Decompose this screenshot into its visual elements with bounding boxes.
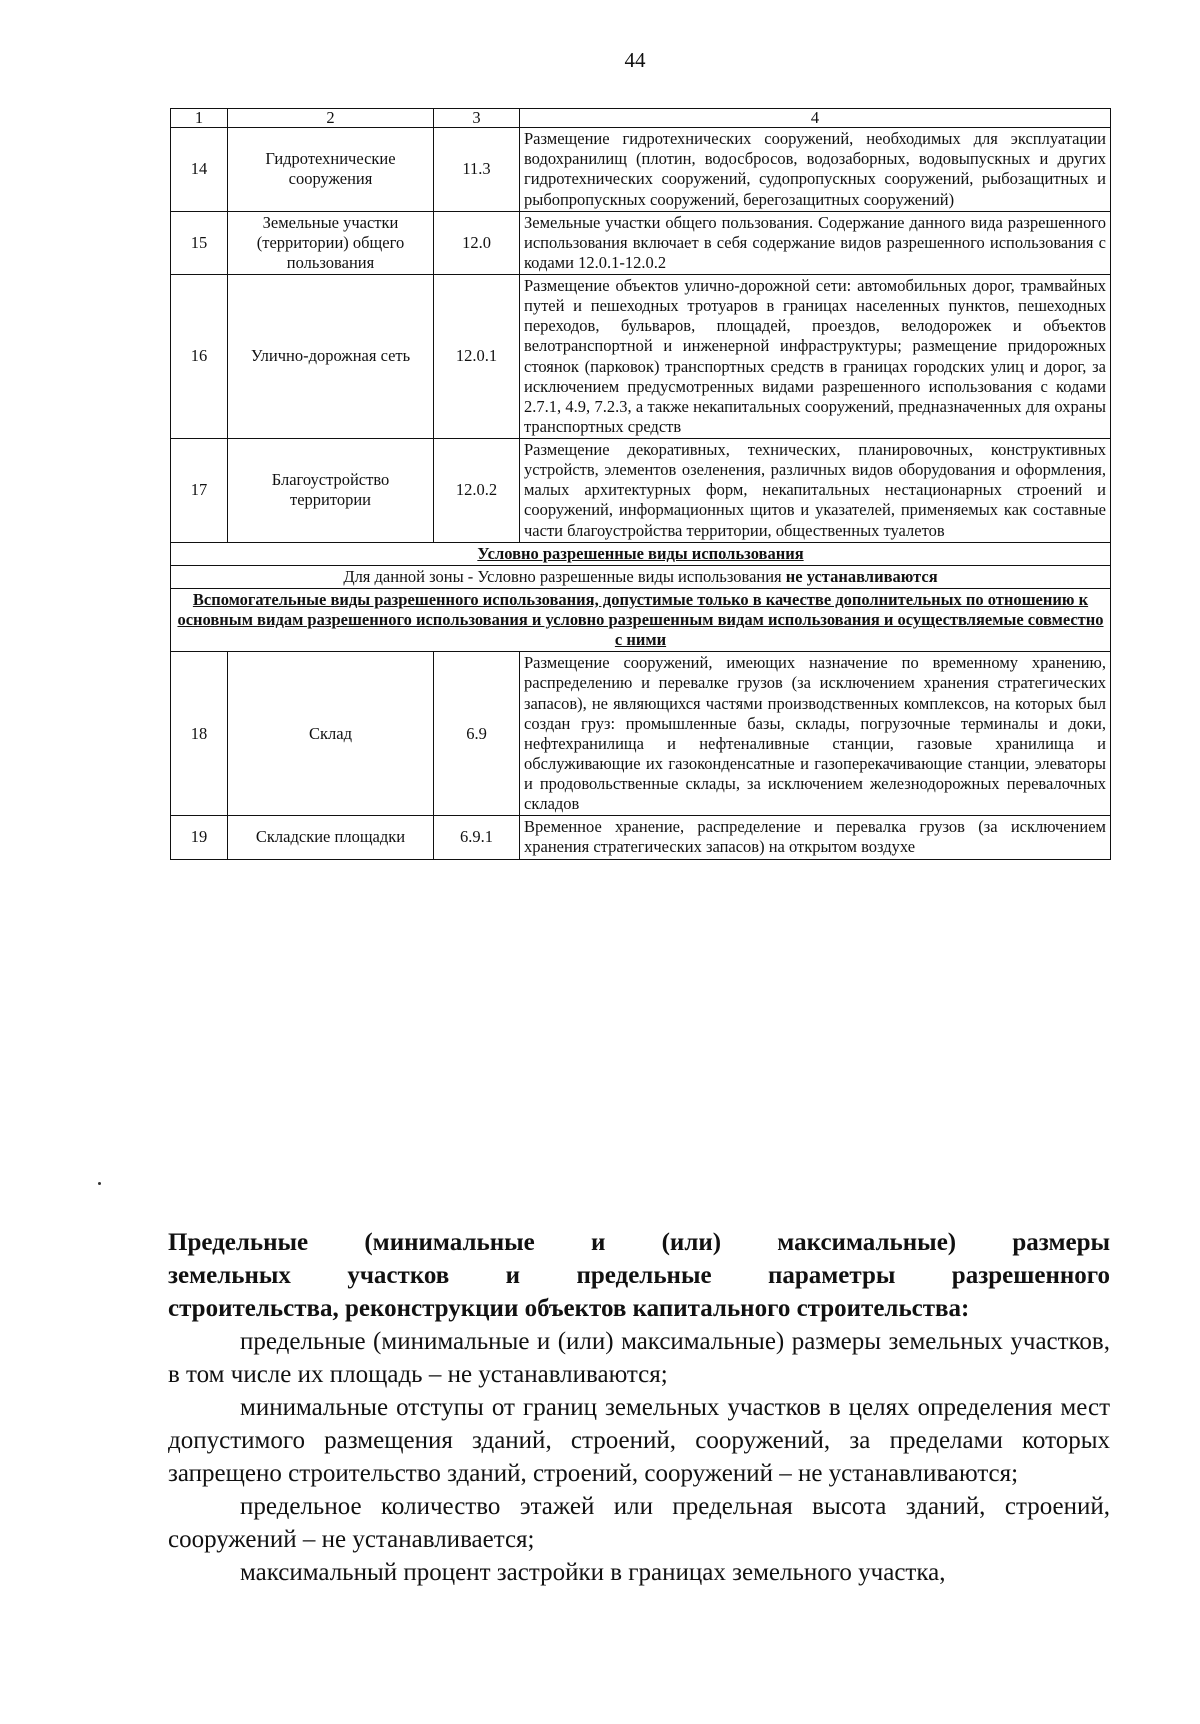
section-heading bbox=[168, 1226, 1110, 1325]
use-type-description: Размещение объектов улично-дорожной сети: автомобильных дорог, трамвайных путей и пешеходных тротуаров в границах населенных пунктов, пешеходных переходов, бульваров, площадей, проездов, велодорожек и объектов велотранспортной и инженерной инфраструктуры; размещение придорожных стоянок (парковок) транспортных средств в границах городских улиц и дорог, за исключением предусмотренных видами разрешенного использования с кодами 2.7.1, 4.9, 7.2.3, а также некапитальных сооружений, предназначенных для охраны транспортных средств bbox=[520, 275, 1111, 439]
use-type-description: Земельные участки общего пользования. Содержание данного вида разрешенного использования включает в себя содержание видов разрешенного использования с кодами 12.0.1-12.0.2 bbox=[520, 211, 1111, 274]
table-header-row bbox=[171, 109, 1111, 128]
heading-line: Предельные (минимальные и (или) максимальные) размеры bbox=[168, 1229, 1110, 1256]
table-row bbox=[171, 439, 1111, 543]
paragraph: минимальные отступы от границ земельных участков в целях определения мест допустимого размещения зданий, строений, сооружений, за пределами которых запрещено строительство зданий, строений, сооружений – не устанавливаются; bbox=[168, 1394, 1110, 1487]
table-row bbox=[171, 128, 1111, 212]
heading-line: строительства, реконструкции объектов капитального строительства: bbox=[168, 1295, 970, 1322]
use-type-name: Склад bbox=[228, 652, 434, 816]
row-number: 18 bbox=[171, 652, 228, 816]
use-type-code: 11.3 bbox=[434, 128, 520, 212]
section-row-auxiliary bbox=[171, 588, 1111, 651]
body-text bbox=[168, 1226, 1110, 1589]
row-number: 16 bbox=[171, 275, 228, 439]
header-col-4: 4 bbox=[520, 109, 1111, 128]
use-type-code: 12.0.1 bbox=[434, 275, 520, 439]
page-number: 44 bbox=[624, 48, 646, 72]
use-type-description: Размещение сооружений, имеющих назначение по временному хранению, распределению и перевалке грузов (за исключением хранения стратегических запасов), не являющихся частями производственных комплексов, на которых был создан груз: промышленные базы, склады, погрузочные терминалы и доки, нефтехранилища и нефтеналивные станции, газовые хранилища и обслуживающие их газоконденсатные и газоперекачивающие станции, элеваторы и продовольственные склады, за исключением железнодорожных перевалочных складов bbox=[520, 652, 1111, 816]
use-type-name: Благоустройство территории bbox=[228, 439, 434, 543]
paragraph: предельные (минимальные и (или) максимальные) размеры земельных участков, в том числе их площадь – не устанавливаются; bbox=[168, 1328, 1110, 1388]
land-use-table-wrapper bbox=[170, 108, 1110, 860]
use-type-code: 6.9 bbox=[434, 652, 520, 816]
row-number: 17 bbox=[171, 439, 228, 543]
use-type-name: Улично-дорожная сеть bbox=[228, 275, 434, 439]
use-type-description: Размещение гидротехнических сооружений, необходимых для эксплуатации водохранилищ (плотин, водосбросов, водозаборных, водовыпускных и других гидротехнических сооружений, судопропускных сооружений, рыбозащитных и рыбопропускных сооружений, берегозащитных сооружений) bbox=[520, 128, 1111, 212]
table-row bbox=[171, 211, 1111, 274]
land-use-table bbox=[170, 108, 1111, 860]
note-text: Для данной зоны - Условно разрешенные виды использования bbox=[343, 566, 786, 586]
note-emphasis: не устанавливаются bbox=[785, 566, 938, 586]
section-title-auxiliary: Вспомогательные виды разрешенного использования, допустимые только в качестве дополнительных по отношению к основным видам разрешенного использования и условно разрешенным видам использования и осуществляемые совместно с ними bbox=[171, 588, 1111, 651]
use-type-code: 12.0.2 bbox=[434, 439, 520, 543]
row-number: 19 bbox=[171, 816, 228, 859]
use-type-description: Размещение декоративных, технических, планировочных, конструктивных устройств, элементов озеленения, различных видов оборудования и оформления, малых архитектурных форм, некапитальных нестационарных строений и сооружений, информационных щитов и указателей, применяемых как составные части благоустройства территории, общественных туалетов bbox=[520, 439, 1111, 543]
use-type-code: 12.0 bbox=[434, 211, 520, 274]
paragraph: предельное количество этажей или предельная высота зданий, строений, сооружений – не устанавливается; bbox=[168, 1493, 1110, 1553]
use-type-name: Земельные участки (территории) общего пользования bbox=[228, 211, 434, 274]
paragraph: максимальный процент застройки в границах земельного участка, bbox=[240, 1559, 946, 1586]
note-row bbox=[171, 565, 1111, 588]
header-col-3: 3 bbox=[434, 109, 520, 128]
header-col-1: 1 bbox=[171, 109, 228, 128]
section-row-conditional bbox=[171, 542, 1111, 565]
section-title-conditional: Условно разрешенные виды использования bbox=[171, 542, 1111, 565]
use-type-description: Временное хранение, распределение и перевалка грузов (за исключением хранения стратегических запасов) на открытом воздухе bbox=[520, 816, 1111, 859]
row-number: 14 bbox=[171, 128, 228, 212]
use-type-name: Складские площадки bbox=[228, 816, 434, 859]
use-type-code: 6.9.1 bbox=[434, 816, 520, 859]
use-type-name: Гидротехнические сооружения bbox=[228, 128, 434, 212]
scan-speck bbox=[98, 1182, 101, 1185]
conditional-note bbox=[171, 565, 1111, 588]
row-number: 15 bbox=[171, 211, 228, 274]
heading-line: земельных участков и предельные параметры разрешенного bbox=[168, 1262, 1110, 1289]
table-row bbox=[171, 816, 1111, 859]
table-row bbox=[171, 652, 1111, 816]
table-row bbox=[171, 275, 1111, 439]
header-col-2: 2 bbox=[228, 109, 434, 128]
